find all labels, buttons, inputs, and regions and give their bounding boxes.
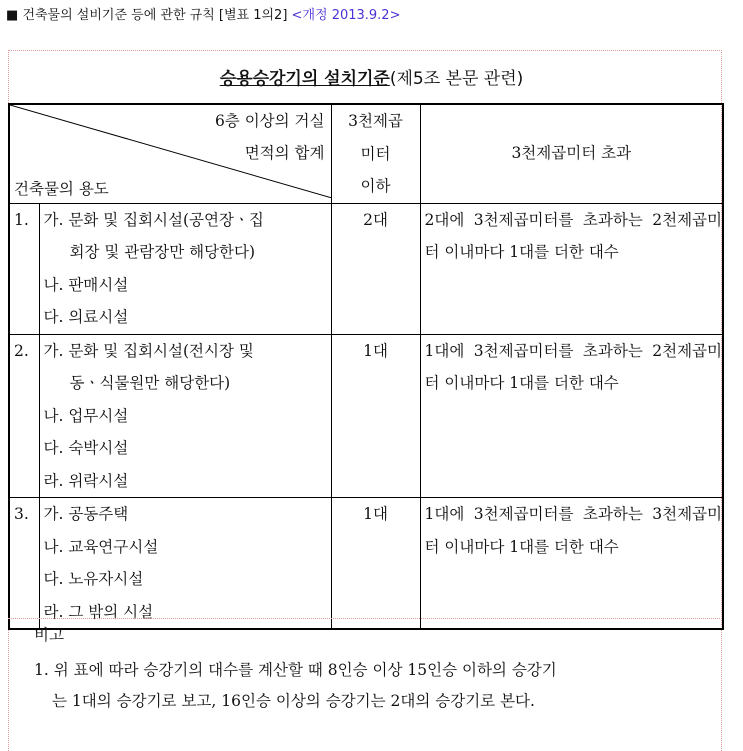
- document-header: [6, 4, 400, 23]
- note-item: 1. 위 표에 따라 승강기의 대수를 계산할 때 8인승 이상 15인승 이하의 승강기 는 1대의 승강기로 보고, 16인승 이상의 승강기는 2대의 승강기로 본다.: [34, 661, 557, 710]
- list-item: 다. 의료시설: [43, 308, 129, 326]
- diag-header-floor-area: 6층 이상의 거실 면적의 합계: [214, 112, 325, 162]
- list-item: 나. 업무시설: [43, 406, 129, 425]
- building-use-list: [39, 498, 331, 630]
- row-number: 1.: [9, 203, 39, 334]
- list-item: 다. 숙박시설: [43, 439, 129, 457]
- column-header-over-3000: 3천제곱미터 초과: [420, 104, 723, 203]
- diagonal-header-cell: [9, 104, 331, 203]
- elevator-formula: 1대에 3천제곱미터를 초과하는 3천제곱미터 이내마다 1대를 더한 대수: [420, 498, 723, 630]
- table-row: [9, 334, 723, 498]
- elevator-count: 1대: [331, 334, 420, 498]
- diag-header-building-use: 건축물의 용도: [14, 179, 109, 198]
- row-number: 3.: [9, 498, 39, 630]
- list-item: 가. 공동주택: [43, 505, 129, 523]
- list-item: 나. 판매시설: [43, 275, 129, 294]
- page-title: [0, 64, 743, 89]
- column-header-under-3000: 3천제곱 미터 이하: [331, 104, 420, 203]
- list-item: 가. 문화 및 집회시설(전시장 및: [43, 341, 254, 360]
- list-item: 동ㆍ식물원만 해당한다): [69, 374, 231, 392]
- square-bullet-icon: ■: [6, 8, 19, 23]
- title-sub: (제5조 본문 관련): [389, 69, 524, 89]
- list-item: 회장 및 관람장만 해당한다): [69, 243, 256, 261]
- regulation-reference: 건축물의 설비기준 등에 관한 규칙 [별표 1의2]: [22, 8, 288, 23]
- title-main: 승용승강기의 설치기준: [219, 69, 390, 89]
- amendment-date-link[interactable]: <개정 2013.9.2>: [291, 8, 401, 23]
- elevator-standard-table: [8, 103, 724, 630]
- table-row: [9, 498, 723, 630]
- list-item: 다. 노유자시설: [43, 570, 144, 588]
- table-header-row: [9, 104, 723, 203]
- notes-label: 비고: [34, 626, 64, 644]
- elevator-count: 1대: [331, 498, 420, 630]
- elevator-count: 2대: [331, 203, 420, 334]
- elevator-formula: 2대에 3천제곱미터를 초과하는 2천제곱미터 이내마다 1대를 더한 대수: [420, 203, 723, 334]
- list-item: 라. 위락시설: [43, 471, 129, 490]
- list-item: 나. 교육연구시설: [43, 537, 159, 556]
- elevator-formula: 1대에 3천제곱미터를 초과하는 2천제곱미터 이내마다 1대를 더한 대수: [420, 334, 723, 498]
- row-number: 2.: [9, 334, 39, 498]
- list-item: 가. 문화 및 집회시설(공연장ㆍ집: [43, 210, 264, 229]
- list-item: 라. 그 밖의 시설: [43, 602, 154, 621]
- table-row: [9, 203, 723, 334]
- building-use-list: [39, 334, 331, 498]
- notes-section: [8, 618, 720, 710]
- building-use-list: [39, 203, 331, 334]
